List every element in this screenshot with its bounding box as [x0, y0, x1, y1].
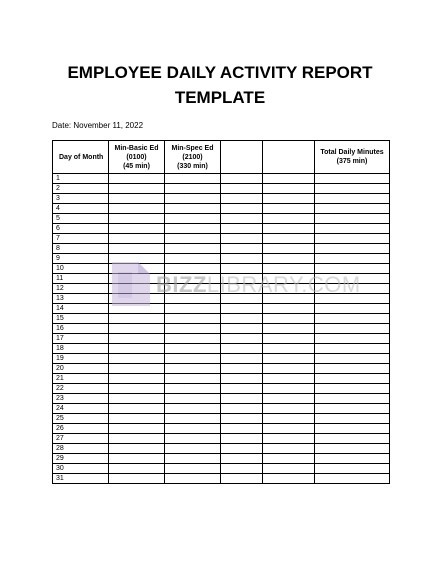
entry-cell [109, 214, 165, 224]
entry-cell [221, 434, 263, 444]
entry-cell [315, 194, 390, 204]
entry-cell [315, 184, 390, 194]
table-row [53, 204, 390, 214]
table-row [53, 314, 390, 324]
header-total-daily-minutes: Total Daily Minutes (375 min) [315, 141, 390, 174]
entry-cell [109, 444, 165, 454]
entry-cell [263, 254, 315, 264]
day-cell: 11 [53, 274, 109, 284]
entry-cell [109, 174, 165, 184]
table-row [53, 284, 390, 294]
day-cell: 3 [53, 194, 109, 204]
entry-cell [221, 174, 263, 184]
entry-cell [221, 194, 263, 204]
entry-cell [315, 304, 390, 314]
entry-cell [263, 454, 315, 464]
entry-cell [221, 474, 263, 484]
entry-cell [109, 294, 165, 304]
entry-cell [315, 214, 390, 224]
entry-cell [221, 404, 263, 414]
table-row [53, 254, 390, 264]
day-cell: 24 [53, 404, 109, 414]
entry-cell [109, 264, 165, 274]
entry-cell [165, 454, 221, 464]
header-min-spec-ed: Min-Spec Ed (2100) (330 min) [165, 141, 221, 174]
day-cell: 4 [53, 204, 109, 214]
entry-cell [221, 464, 263, 474]
entry-cell [221, 324, 263, 334]
entry-cell [165, 304, 221, 314]
entry-cell [109, 274, 165, 284]
entry-cell [315, 444, 390, 454]
entry-cell [221, 354, 263, 364]
entry-cell [263, 234, 315, 244]
entry-cell [315, 224, 390, 234]
entry-cell [165, 464, 221, 474]
entry-cell [165, 224, 221, 234]
header-blank-2 [263, 141, 315, 174]
entry-cell [109, 344, 165, 354]
entry-cell [165, 174, 221, 184]
header-blank-1 [221, 141, 263, 174]
day-cell: 7 [53, 234, 109, 244]
entry-cell [315, 454, 390, 464]
activity-table [52, 140, 390, 484]
entry-cell [109, 334, 165, 344]
entry-cell [221, 414, 263, 424]
table-row [53, 414, 390, 424]
table-row [53, 404, 390, 414]
entry-cell [165, 434, 221, 444]
report-date: Date: November 11, 2022 [52, 121, 144, 130]
day-cell: 30 [53, 464, 109, 474]
entry-cell [165, 254, 221, 264]
entry-cell [165, 444, 221, 454]
entry-cell [221, 284, 263, 294]
entry-cell [315, 284, 390, 294]
entry-cell [109, 324, 165, 334]
entry-cell [315, 394, 390, 404]
entry-cell [315, 334, 390, 344]
entry-cell [263, 344, 315, 354]
table-row [53, 334, 390, 344]
entry-cell [263, 304, 315, 314]
entry-cell [109, 414, 165, 424]
table-row [53, 384, 390, 394]
day-cell: 26 [53, 424, 109, 434]
entry-cell [221, 424, 263, 434]
entry-cell [165, 314, 221, 324]
table-header-row [53, 141, 390, 174]
day-cell: 9 [53, 254, 109, 264]
entry-cell [221, 344, 263, 354]
entry-cell [315, 314, 390, 324]
table-row [53, 434, 390, 444]
entry-cell [221, 264, 263, 274]
entry-cell [165, 394, 221, 404]
day-cell: 1 [53, 174, 109, 184]
entry-cell [165, 184, 221, 194]
entry-cell [109, 284, 165, 294]
title-line-1: EMPLOYEE DAILY ACTIVITY REPORT [67, 63, 373, 82]
entry-cell [315, 374, 390, 384]
entry-cell [263, 444, 315, 454]
title-line-2: TEMPLATE [174, 88, 266, 107]
entry-cell [263, 244, 315, 254]
entry-cell [221, 454, 263, 464]
entry-cell [165, 284, 221, 294]
entry-cell [109, 434, 165, 444]
day-cell: 2 [53, 184, 109, 194]
entry-cell [221, 444, 263, 454]
watermark-text: BIZZLIBRARY.COM [156, 272, 361, 297]
table-row [53, 394, 390, 404]
entry-cell [165, 424, 221, 434]
entry-cell [315, 404, 390, 414]
day-cell: 14 [53, 304, 109, 314]
day-cell: 5 [53, 214, 109, 224]
table-row [53, 294, 390, 304]
entry-cell [263, 424, 315, 434]
entry-cell [109, 224, 165, 234]
entry-cell [263, 294, 315, 304]
entry-cell [165, 414, 221, 424]
entry-cell [263, 474, 315, 484]
entry-cell [315, 294, 390, 304]
entry-cell [165, 244, 221, 254]
entry-cell [165, 374, 221, 384]
day-cell: 13 [53, 294, 109, 304]
entry-cell [315, 274, 390, 284]
entry-cell [165, 264, 221, 274]
day-cell: 31 [53, 474, 109, 484]
entry-cell [263, 224, 315, 234]
entry-cell [315, 324, 390, 334]
entry-cell [263, 364, 315, 374]
entry-cell [315, 264, 390, 274]
entry-cell [263, 374, 315, 384]
entry-cell [109, 254, 165, 264]
day-cell: 23 [53, 394, 109, 404]
entry-cell [315, 204, 390, 214]
day-cell: 29 [53, 454, 109, 464]
entry-cell [263, 434, 315, 444]
entry-cell [315, 434, 390, 444]
entry-cell [315, 424, 390, 434]
entry-cell [263, 264, 315, 274]
entry-cell [165, 474, 221, 484]
entry-cell [165, 334, 221, 344]
day-cell: 15 [53, 314, 109, 324]
entry-cell [315, 464, 390, 474]
entry-cell [109, 404, 165, 414]
day-cell: 10 [53, 264, 109, 274]
entry-cell [221, 214, 263, 224]
entry-cell [263, 184, 315, 194]
table-row [53, 274, 390, 284]
entry-cell [315, 254, 390, 264]
entry-cell [109, 364, 165, 374]
table-row [53, 474, 390, 484]
entry-cell [263, 354, 315, 364]
entry-cell [165, 354, 221, 364]
entry-cell [221, 234, 263, 244]
day-cell: 8 [53, 244, 109, 254]
entry-cell [165, 274, 221, 284]
entry-cell [263, 324, 315, 334]
entry-cell [109, 424, 165, 434]
entry-cell [315, 234, 390, 244]
entry-cell [221, 314, 263, 324]
entry-cell [109, 454, 165, 464]
entry-cell [109, 354, 165, 364]
entry-cell [221, 254, 263, 264]
entry-cell [165, 404, 221, 414]
table-row [53, 324, 390, 334]
entry-cell [315, 384, 390, 394]
entry-cell [221, 224, 263, 234]
header-day-of-month: Day of Month [53, 141, 109, 174]
entry-cell [263, 204, 315, 214]
entry-cell [221, 294, 263, 304]
entry-cell [165, 294, 221, 304]
entry-cell [109, 314, 165, 324]
entry-cell [109, 384, 165, 394]
table-row [53, 364, 390, 374]
entry-cell [221, 204, 263, 214]
entry-cell [109, 234, 165, 244]
table-row [53, 374, 390, 384]
table-row [53, 454, 390, 464]
entry-cell [221, 244, 263, 254]
entry-cell [263, 314, 315, 324]
entry-cell [109, 304, 165, 314]
day-cell: 28 [53, 444, 109, 454]
day-cell: 25 [53, 414, 109, 424]
entry-cell [315, 364, 390, 374]
entry-cell [221, 334, 263, 344]
entry-cell [263, 414, 315, 424]
entry-cell [315, 474, 390, 484]
day-cell: 20 [53, 364, 109, 374]
entry-cell [315, 244, 390, 254]
day-cell: 16 [53, 324, 109, 334]
entry-cell [315, 414, 390, 424]
table-row [53, 464, 390, 474]
table-row [53, 304, 390, 314]
entry-cell [263, 334, 315, 344]
entry-cell [165, 194, 221, 204]
table-row [53, 344, 390, 354]
entry-cell [165, 364, 221, 374]
entry-cell [315, 354, 390, 364]
entry-cell [221, 274, 263, 284]
table-row [53, 244, 390, 254]
entry-cell [109, 394, 165, 404]
entry-cell [165, 234, 221, 244]
day-cell: 17 [53, 334, 109, 344]
entry-cell [109, 194, 165, 204]
table-row [53, 424, 390, 434]
entry-cell [165, 204, 221, 214]
table-row [53, 194, 390, 204]
entry-cell [165, 384, 221, 394]
day-cell: 6 [53, 224, 109, 234]
entry-cell [221, 304, 263, 314]
entry-cell [315, 344, 390, 354]
entry-cell [263, 284, 315, 294]
entry-cell [263, 464, 315, 474]
header-min-basic-ed: Min-Basic Ed (0100) (45 min) [109, 141, 165, 174]
day-cell: 27 [53, 434, 109, 444]
day-cell: 19 [53, 354, 109, 364]
day-cell: 21 [53, 374, 109, 384]
day-cell: 22 [53, 384, 109, 394]
entry-cell [165, 344, 221, 354]
entry-cell [221, 374, 263, 384]
entry-cell [165, 214, 221, 224]
entry-cell [221, 184, 263, 194]
entry-cell [109, 184, 165, 194]
table-row [53, 214, 390, 224]
entry-cell [165, 324, 221, 334]
entry-cell [221, 384, 263, 394]
entry-cell [315, 174, 390, 184]
entry-cell [221, 394, 263, 404]
table-row [53, 264, 390, 274]
entry-cell [109, 374, 165, 384]
table-row [53, 354, 390, 364]
entry-cell [263, 194, 315, 204]
entry-cell [263, 174, 315, 184]
entry-cell [263, 214, 315, 224]
table-row [53, 174, 390, 184]
table-row [53, 234, 390, 244]
entry-cell [221, 364, 263, 374]
entry-cell [263, 384, 315, 394]
entry-cell [109, 464, 165, 474]
entry-cell [263, 274, 315, 284]
entry-cell [109, 204, 165, 214]
table-row [53, 184, 390, 194]
entry-cell [263, 404, 315, 414]
document-title [0, 60, 440, 110]
table-row [53, 224, 390, 234]
day-cell: 18 [53, 344, 109, 354]
entry-cell [109, 244, 165, 254]
entry-cell [109, 474, 165, 484]
entry-cell [263, 394, 315, 404]
table-row [53, 444, 390, 454]
day-cell: 12 [53, 284, 109, 294]
